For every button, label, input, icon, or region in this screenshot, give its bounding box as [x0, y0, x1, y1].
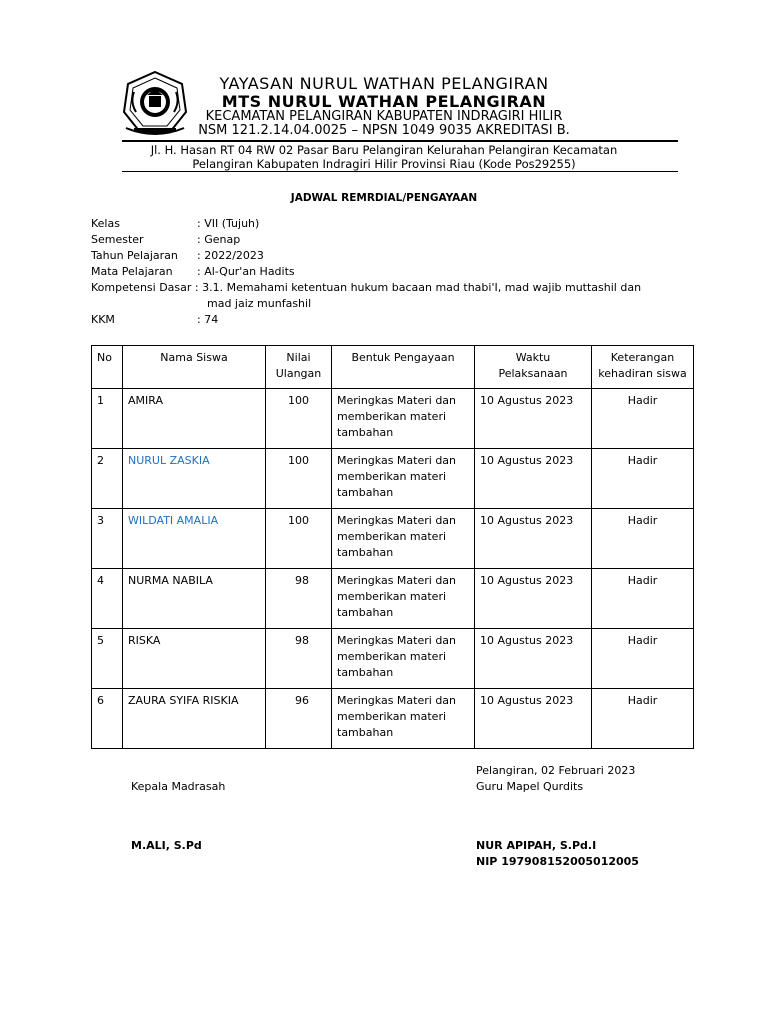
- cell-date: 10 Agustus 2023: [475, 389, 592, 449]
- table-header-row: [92, 346, 694, 389]
- cell-no: 6: [92, 689, 123, 749]
- teacher-role: Guru Mapel Qurdits: [476, 780, 584, 793]
- info-value: : 74: [197, 313, 219, 326]
- info-label: Tahun Pelajaran: [91, 249, 178, 262]
- table-row: [92, 509, 694, 569]
- cell-name: RISKA: [123, 629, 266, 689]
- cell-name: ZAURA SYIFA RISKIA: [123, 689, 266, 749]
- cell-no: 5: [92, 629, 123, 689]
- cell-note: Hadir: [592, 569, 694, 629]
- col-header-date: Waktu Pelaksanaan: [475, 346, 592, 389]
- foundation-name: YAYASAN NURUL WATHAN PELANGIRAN: [219, 74, 549, 93]
- table-row: [92, 629, 694, 689]
- cell-form: Meringkas Materi dan memberikan materi tambahan: [332, 689, 475, 749]
- school-district: KECAMATAN PELANGIRAN KABUPATEN INDRAGIRI HILIR: [205, 109, 563, 124]
- info-value: : Al-Qur'an Hadits: [197, 265, 295, 278]
- cell-note: Hadir: [592, 629, 694, 689]
- cell-no: 2: [92, 449, 123, 509]
- principal-name: M.ALI, S.Pd: [131, 839, 202, 852]
- info-semester: [91, 233, 240, 246]
- cell-date: 10 Agustus 2023: [475, 509, 592, 569]
- cell-note: Hadir: [592, 689, 694, 749]
- cell-date: 10 Agustus 2023: [475, 689, 592, 749]
- info-value: : 3.1. Memahami ketentuan hukum bacaan mad thabi'I, mad wajib muttashil dan: [194, 281, 642, 294]
- cell-score: 98: [266, 629, 332, 689]
- cell-note: Hadir: [592, 449, 694, 509]
- cell-name: AMIRA: [123, 389, 266, 449]
- schedule-table: [91, 345, 694, 749]
- info-value: : Genap: [197, 233, 241, 246]
- cell-note: Hadir: [592, 509, 694, 569]
- cell-no: 4: [92, 569, 123, 629]
- cell-form: Meringkas Materi dan memberikan materi tambahan: [332, 569, 475, 629]
- cell-note: Hadir: [592, 389, 694, 449]
- info-tahun-pelajaran: [91, 249, 264, 262]
- col-header-score: Nilai Ulangan: [266, 346, 332, 389]
- cell-score: 98: [266, 569, 332, 629]
- document-title: JADWAL REMRDIAL/PENGAYAAN: [290, 192, 478, 204]
- cell-score: 100: [266, 449, 332, 509]
- cell-date: 10 Agustus 2023: [475, 569, 592, 629]
- address-line-2: Pelangiran Kabupaten Indragiri Hilir Provinsi Riau (Kode Pos29255): [192, 157, 576, 171]
- cell-form: Meringkas Materi dan memberikan materi tambahan: [332, 389, 475, 449]
- cell-form: Meringkas Materi dan memberikan materi tambahan: [332, 629, 475, 689]
- header-divider-top: [122, 140, 678, 142]
- info-label: KKM: [91, 313, 115, 326]
- teacher-nip: NIP 197908152005012005: [476, 855, 639, 868]
- cell-date: 10 Agustus 2023: [475, 629, 592, 689]
- info-label: Kelas: [91, 217, 120, 230]
- info-label: Mata Pelajaran: [91, 265, 173, 278]
- info-mata-pelajaran: [91, 265, 295, 278]
- cell-name: NURMA NABILA: [123, 569, 266, 629]
- address-line-1: Jl. H. Hasan RT 04 RW 02 Pasar Baru Pelangiran Kelurahan Pelangiran Kecamatan: [150, 143, 618, 157]
- cell-no: 1: [92, 389, 123, 449]
- cell-name-link[interactable]: WILDATI AMALIA: [123, 509, 266, 569]
- principal-role: Kepala Madrasah: [131, 780, 226, 793]
- info-label: Semester: [91, 233, 144, 246]
- school-name: MTS NURUL WATHAN PELANGIRAN: [221, 92, 547, 111]
- place-date: Pelangiran, 02 Februari 2023: [476, 764, 636, 777]
- header-divider-bottom: [122, 171, 678, 172]
- col-header-form: Bentuk Pengayaan: [332, 346, 475, 389]
- cell-score: 100: [266, 389, 332, 449]
- info-label: Kompetensi Dasar: [91, 281, 192, 294]
- col-header-no: No: [92, 346, 123, 389]
- teacher-name: NUR APIPAH, S.Pd.I: [476, 839, 597, 852]
- info-kkm: [91, 313, 218, 326]
- info-value: : 2022/2023: [197, 249, 264, 262]
- cell-date: 10 Agustus 2023: [475, 449, 592, 509]
- col-header-name: Nama Siswa: [123, 346, 266, 389]
- info-value: : VII (Tujuh): [197, 217, 260, 230]
- cell-score: 100: [266, 509, 332, 569]
- col-header-note: Keterangan kehadiran siswa: [592, 346, 694, 389]
- info-kompetensi-dasar-cont: mad jaiz munfashil: [207, 297, 312, 310]
- cell-name-link[interactable]: NURUL ZASKIA: [123, 449, 266, 509]
- table-row: [92, 689, 694, 749]
- info-kelas: [91, 217, 259, 230]
- school-accreditation: NSM 121.2.14.04.0025 – NPSN 1049 9035 AKREDITASI B.: [198, 123, 570, 138]
- cell-form: Meringkas Materi dan memberikan materi tambahan: [332, 449, 475, 509]
- table-row: [92, 389, 694, 449]
- table-row: [92, 449, 694, 509]
- info-kompetensi-dasar: [91, 281, 641, 294]
- cell-no: 3: [92, 509, 123, 569]
- cell-form: Meringkas Materi dan memberikan materi tambahan: [332, 509, 475, 569]
- cell-score: 96: [266, 689, 332, 749]
- table-row: [92, 569, 694, 629]
